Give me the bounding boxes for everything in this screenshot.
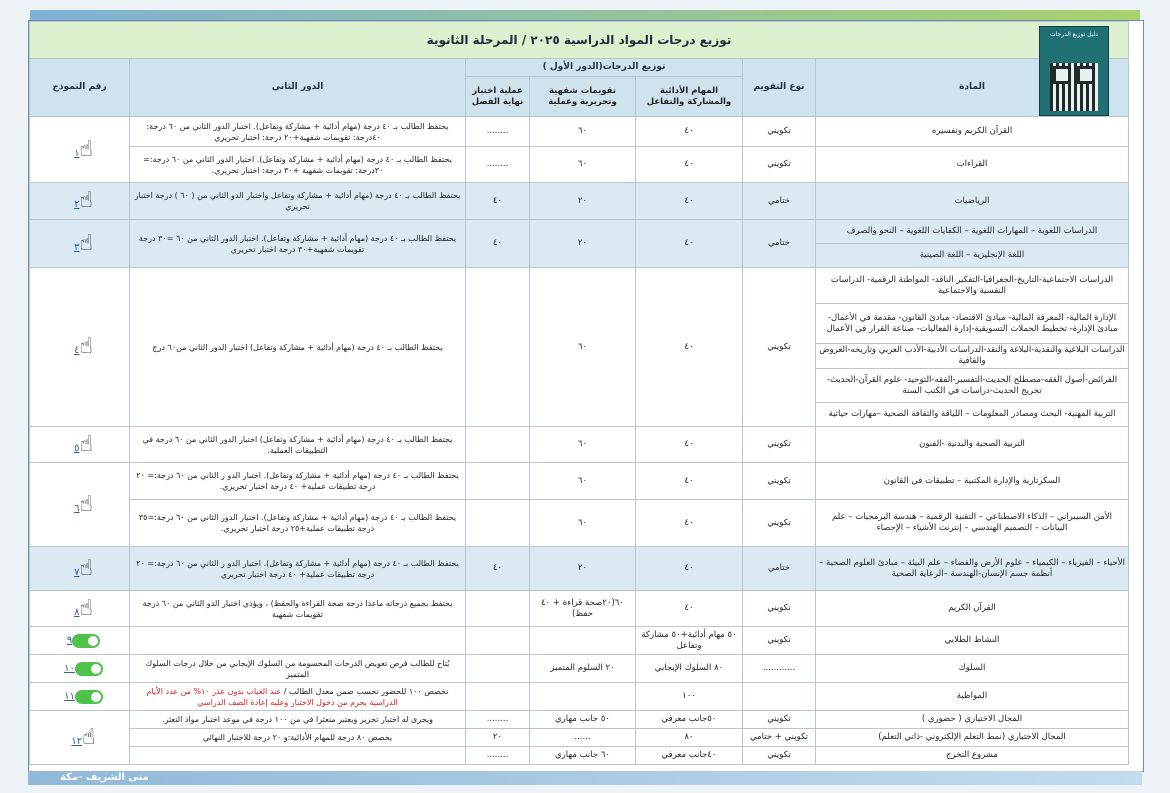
- tasks-cell: ٤٠: [636, 147, 743, 183]
- final-cell: ........: [466, 147, 530, 183]
- tasks-cell: ٤٠جانب معرفي: [636, 747, 743, 765]
- model-link[interactable]: ٧: [74, 566, 80, 578]
- oral-cell: ......: [530, 729, 636, 747]
- table-row: [30, 220, 1129, 244]
- toggle-switch[interactable]: [72, 634, 100, 648]
- final-cell: ٤٠: [466, 547, 530, 591]
- oral-cell: ٢٠: [530, 220, 636, 268]
- oral-cell: ٦٠: [530, 117, 636, 147]
- header-model-no: رقم النموذج: [30, 59, 130, 117]
- second-round-cell: يحتفظ الطالب بـ ٤٠ درجة (مهام أدائية + مشاركة وتفاعل) اختبار الدور الثاني من٦٠ درج: [130, 268, 466, 427]
- hand-pointer-icon[interactable]: ☝: [79, 491, 93, 517]
- subject-cell: القرآن الكريم: [816, 591, 1129, 627]
- header-first-round: توزيع الدرجات(الدور الأول ): [466, 59, 743, 77]
- table-row: [30, 183, 1129, 220]
- final-cell: ٢٠: [466, 729, 530, 747]
- final-cell: ........: [466, 711, 530, 729]
- table-row: [30, 591, 1129, 627]
- model-cell[interactable]: [30, 591, 130, 627]
- second-round-cell: يحتفظ الطالب بـ ٤٠ درجة (مهام أدائية + مشاركة وتفاعل). اختبار الدو ر الثاني من ٦٠ درجة:= ٢٠ درجة تطبيقات عملية+ ٤٠ درجة اختبار تحريري.: [130, 463, 466, 500]
- final-cell: ٤٠: [466, 183, 530, 220]
- subject-cell: المجال الاختياري ( حضوري ): [816, 711, 1129, 729]
- second-round-cell: [130, 683, 466, 711]
- final-cell: [466, 627, 530, 655]
- model-cell[interactable]: [30, 547, 130, 591]
- eval-type-cell: ............: [743, 655, 816, 683]
- oral-cell: [530, 627, 636, 655]
- oral-cell: [530, 683, 636, 711]
- table-row: [30, 427, 1129, 463]
- model-link[interactable]: ٨: [74, 606, 80, 618]
- page-title: توزيع درجات المواد الدراسية ٢٠٢٥ / المرحلة الثانوية: [30, 22, 1129, 59]
- subject-cell: مشروع التخرج: [816, 747, 1129, 765]
- tasks-cell: ٨٠: [636, 729, 743, 747]
- eval-type-cell: [743, 683, 816, 711]
- subject-cell: الأمن السيبراني – الذكاء الاصطناعي – التقنية الرقمية – هندسة البرمجيات – علم البيانات – التصميم الهندسي – إنترنت الأشياء – الإحصاء: [816, 500, 1129, 547]
- subject-cell: اللغة الإنجليزية – اللغة الصينية: [816, 244, 1129, 268]
- toggle-switch[interactable]: [75, 662, 103, 676]
- qr-code-icon[interactable]: [1050, 63, 1098, 111]
- second-round-cell: يحتفظ الطالب بـ ٤٠ درجة (مهام أدائية + مشاركة وتفاعل). اختبار الدور الثاني من ٦٠ درجة:= ٣٠درجة: تقويمات شفهية +٣٠ درجة: اختبار تحريري.: [130, 147, 466, 183]
- header-eval-type: نوع التقويم: [743, 59, 816, 117]
- eval-type-cell: تكويني: [743, 147, 816, 183]
- subject-cell: الدراسات اللغوية – المهارات اللغوية – الكفايات اللغوية – النحو والصرف: [816, 220, 1129, 244]
- attendance-note: تخصص ١٠٠ للحضور تحسب ضمن معدل الطالب /: [281, 686, 449, 696]
- table-row: [30, 500, 1129, 547]
- subject-cell: القراءات: [816, 147, 1129, 183]
- qr-caption: دليل توزيع الدرجات: [1050, 31, 1098, 38]
- subject-cell: المواظبة: [816, 683, 1129, 711]
- table-row: [30, 463, 1129, 500]
- tasks-cell: ٥٠ مهام أدائية+٥٠ مشاركة وتفاعل: [636, 627, 743, 655]
- oral-cell: ٢٠: [530, 547, 636, 591]
- second-round-cell: يحتفظ الطالب بـ ٤٠ درجة (مهام أدائية + مشاركة وتفاعل). اختبار الدور الثاني من ٦٠ درجة:=٣٥ درجة تطبيقات عملية+٢٥ درجة اختبار تحريري.: [130, 500, 466, 547]
- hand-pointer-icon[interactable]: ☝: [79, 188, 93, 213]
- subject-cell: الإدارة المالية- المعرفة المالية- مبادئ الاقتصاد- مبادئ القانون- مقدمة في الأعمال- مبادئ الإدارة- تخطيط الحملات التسويقية-إدارة الفعاليات- صناعة القرار في الأعمال: [816, 304, 1129, 344]
- subject-cell: الدراسات الاجتماعية-التاريخ-الجغرافيا-التفكير الناقد- المواطنة الرقمية- الدراسات النفسية والاجتماعية: [816, 268, 1129, 304]
- table-row: [30, 683, 1129, 711]
- final-cell: [466, 463, 530, 500]
- table-row: [30, 627, 1129, 655]
- hand-pointer-icon[interactable]: ☝: [79, 334, 93, 359]
- eval-type-cell: ختامي: [743, 547, 816, 591]
- subject-cell: الفرائض-أصول الفقه-مصطلح الحديث-التفسير-الفقه-التوحيد- علوم القرآن-الحديث-تخريج الحديث-دراسات في الكتب السنة: [816, 369, 1129, 403]
- second-round-cell: يحتفظ الطالب بـ ٤٠ درجة (مهام أدائية + مشاركة وتفاعل). اختبار الدور الثاني من ٦٠ درجة: ٤٠درجة: تقويمات شفهية+٢٠ درجة: اختبار تحريري: [130, 117, 466, 147]
- table-row: [30, 147, 1129, 183]
- eval-type-cell: تكويني: [743, 463, 816, 500]
- table-row: [30, 268, 1129, 304]
- final-cell: [466, 268, 530, 427]
- tasks-cell: ٤٠: [636, 500, 743, 547]
- tasks-cell: ١٠٠: [636, 683, 743, 711]
- hand-pointer-icon[interactable]: ☝: [79, 136, 93, 162]
- oral-cell: ٦٠: [530, 427, 636, 463]
- author-signature: منى الشريف -مكة: [60, 772, 149, 783]
- grade-distribution-sheet: [28, 20, 1144, 772]
- eval-type-cell: تكويني: [743, 627, 816, 655]
- model-cell[interactable]: [30, 183, 130, 220]
- subject-cell: السكرتارية والإدارة المكتبية – تطبيقات في القانون: [816, 463, 1129, 500]
- model-link[interactable]: ١٠: [64, 663, 75, 674]
- final-cell: ........: [466, 747, 530, 765]
- final-cell: ٤٠: [466, 220, 530, 268]
- eval-type-cell: ختامي: [743, 183, 816, 220]
- model-cell[interactable]: [30, 268, 130, 427]
- model-link[interactable]: ٤: [74, 345, 80, 356]
- final-cell: [466, 591, 530, 627]
- hand-pointer-icon[interactable]: ☝: [82, 724, 96, 750]
- second-round-cell: يحتفظ الطالب بـ ٤٠ درجة (مهام أدائية + مشاركة وتفاعل واختبار الدو الثاني من ( ٦٠ ) درجة اختبار تحريري: [130, 183, 466, 220]
- eval-type-cell: تكويني: [743, 591, 816, 627]
- final-cell: [466, 427, 530, 463]
- model-link[interactable]: ٥: [74, 442, 80, 454]
- final-cell: [466, 500, 530, 547]
- tasks-cell: ٤٠: [636, 268, 743, 427]
- table-row: [30, 711, 1129, 729]
- table-row: [30, 655, 1129, 683]
- oral-cell: ٦٠: [530, 268, 636, 427]
- attendance-warning: عند الغياب بدون عذر ١٠% من عدد الأيام الدراسية يحرم من دخول الاختبار وعليه إعادة الصف الدراسي: [146, 686, 398, 707]
- hand-pointer-icon[interactable]: ☝: [79, 595, 93, 621]
- tasks-cell: ٤٠: [636, 117, 743, 147]
- oral-cell: ٦٠ جانب مهاري: [530, 747, 636, 765]
- model-link[interactable]: ١: [74, 147, 80, 159]
- subject-cell: المجال الاختياري (نمط التعلم الإلكتروني -ذاتي التعلم): [816, 729, 1129, 747]
- table-row: [30, 117, 1129, 147]
- model-link[interactable]: ٩: [66, 635, 73, 646]
- qr-code-badge[interactable]: [1039, 26, 1109, 116]
- second-round-cell: [130, 747, 466, 765]
- subject-cell: القرآن الكريم وتفسيره: [816, 117, 1129, 147]
- subject-cell: النشاط الطلابي: [816, 627, 1129, 655]
- eval-type-cell: تكويني: [743, 427, 816, 463]
- second-round-cell: يحتفظ الطالب بـ ٤٠ درجة (مهام أدائية + مشاركة وتفاعل) اختبار الدور الثاني من ٦٠ درجة في التطبيقات العملية.: [130, 427, 466, 463]
- oral-cell: ٦٠: [530, 147, 636, 183]
- tasks-cell: ٤٠: [636, 463, 743, 500]
- eval-type-cell: تكويني: [743, 268, 816, 427]
- tasks-cell: ٤٠: [636, 220, 743, 268]
- model-cell[interactable]: [30, 427, 130, 463]
- model-cell[interactable]: [30, 655, 130, 683]
- oral-cell: ٢٠ السلوم المتميز: [530, 655, 636, 683]
- header-subject: المادة: [816, 59, 1129, 117]
- model-cell[interactable]: [30, 220, 130, 268]
- tasks-cell: ٤٠: [636, 427, 743, 463]
- model-link[interactable]: ١١: [64, 691, 75, 702]
- tasks-cell: ٤٠: [636, 547, 743, 591]
- tasks-cell: ٥٠جانب معرفي: [636, 711, 743, 729]
- bottom-decor-band: [28, 771, 1142, 785]
- second-round-cell: يُتاح للطالب فرص تعويض الدرجات المحسومة من السلوك الإيجابي من خلال درجات السلوك المتميز: [130, 655, 466, 683]
- model-link[interactable]: ٦: [74, 502, 80, 514]
- oral-cell: ٦٠: [530, 463, 636, 500]
- hand-pointer-icon[interactable]: ☝: [79, 555, 93, 581]
- subject-cell: الدراسات البلاغية والنقدية-البلاغة والنقد-الدراسات الأدبية-الأدب العربي وتاريخه-العروض والقافية: [816, 344, 1129, 369]
- model-cell[interactable]: [30, 711, 130, 765]
- eval-type-cell: تكويني: [743, 117, 816, 147]
- eval-type-cell: ختامي: [743, 220, 816, 268]
- subject-cell: الأحياء – الفيزياء – الكيمياء – علوم الأرض والفضاء – علم البيئة – مبادئ العلوم الصحية – أنظمة جسم الإنسان-الهندسة –الرعاية الصحية: [816, 547, 1129, 591]
- eval-type-cell: تكويني + ختامي: [743, 729, 816, 747]
- header-oral: تقويمات شفهية وتحريرية وعملية: [530, 77, 636, 117]
- oral-cell: ٦٠: [530, 500, 636, 547]
- eval-type-cell: تكويني: [743, 500, 816, 547]
- model-cell[interactable]: [30, 117, 130, 183]
- hand-pointer-icon[interactable]: ☝: [79, 431, 93, 457]
- table-row: [30, 747, 1129, 765]
- model-link[interactable]: ٢: [74, 199, 80, 210]
- final-cell: [466, 683, 530, 711]
- tasks-cell: ٨٠ السلوك الإيجابي: [636, 655, 743, 683]
- model-cell[interactable]: [30, 627, 130, 655]
- oral-cell: ٢٠: [530, 183, 636, 220]
- header-second-round: الدور الثاني: [130, 59, 466, 117]
- subject-cell: التربية المهنية- البحث ومصادر المعلومات – اللياقة والثقافة الصحية –مهارات حياتية: [816, 403, 1129, 427]
- second-round-cell: يحتفظ بجميع درجاته ماعدا درجة صحة القراءة والحفظ) ، ويؤدي اختبار الدو الثاني من ٦٠ درجة تقويمات شفهية: [130, 591, 466, 627]
- second-round-cell: ويجرى له اختبار تحرير ويعتبر متعثرا في من ١٠٠ درجة في موعد اختبار مواد التعثر.: [130, 711, 466, 729]
- eval-type-cell: تكويني: [743, 711, 816, 729]
- table-row: [30, 547, 1129, 591]
- second-round-cell: يخصص ٨٠ درجة للمهام الأدائية:و ٢٠ درجة للاختبار النهائي: [130, 729, 466, 747]
- oral-cell: ٦٠(٢٠صحة قراءة + ٤٠ حفظ): [530, 591, 636, 627]
- final-cell: [466, 655, 530, 683]
- subject-cell: الرياضيات: [816, 183, 1129, 220]
- model-link[interactable]: ١٢: [71, 735, 83, 747]
- header-tasks: المهام الأدائية والمشاركة والتفاعل: [636, 77, 743, 117]
- second-round-cell: يحتفظ الطالب بـ ٤٠ درجة (مهام أدائية + مشاركة وتفاعل). اختبار الدو ر الثاني من ٦٠ درجة:= ٢٠ درجة تطبيقات عملية+ ٤٠ درجة اختبار تحريري: [130, 547, 466, 591]
- tasks-cell: ٤٠: [636, 591, 743, 627]
- hand-pointer-icon[interactable]: ☝: [79, 230, 93, 256]
- subject-cell: السلوك: [816, 655, 1129, 683]
- header-final: عملية اختبار نهاية الفصل: [466, 77, 530, 117]
- tasks-cell: ٤٠: [636, 183, 743, 220]
- model-cell[interactable]: [30, 683, 130, 711]
- second-round-cell: يحتفظ الطالب بـ ٤٠ درجة (مهام أدائية + مشاركة وتفاعل). اختبار الدور الثاني من ٦٠ =٣٠ درجة تقويمات شفهية+٣٠ درجة اختبار تحريري: [130, 220, 466, 268]
- second-round-cell: [130, 627, 466, 655]
- table-row: [30, 729, 1129, 747]
- model-cell[interactable]: [30, 463, 130, 547]
- grades-table: [29, 21, 1129, 765]
- subject-cell: التربية الصحية والبدنية -الفنون: [816, 427, 1129, 463]
- toggle-switch[interactable]: [75, 690, 103, 704]
- oral-cell: ٥٠ جانب مهاري: [530, 711, 636, 729]
- final-cell: ........: [466, 117, 530, 147]
- eval-type-cell: تكويني: [743, 747, 816, 765]
- model-link[interactable]: ٣: [74, 241, 80, 253]
